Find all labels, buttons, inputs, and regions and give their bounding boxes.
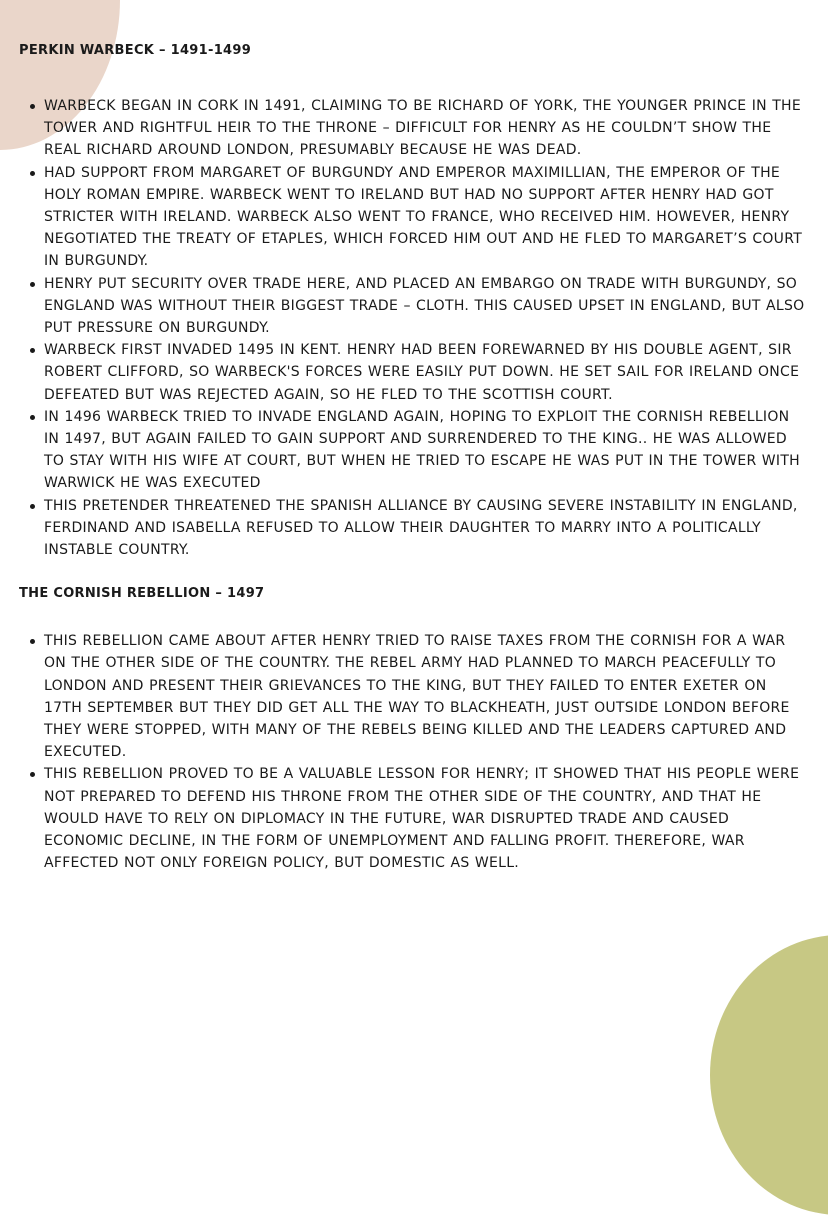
bullet-list-cornish-rebellion — [19, 630, 806, 874]
bullet-text: THIS REBELLION CAME ABOUT AFTER HENRY TRIED TO RAISE TAXES FROM THE CORNISH FOR A WAR ON THE OTHER SIDE OF THE COUNTRY. THE REBEL ARMY HAD PLANNED TO MARCH PEACEFULLY TO LONDON AND PRESENT THEIR GRIEVANCES TO THE KING, BUT THEY FAILED TO ENTER EXETER ON 17TH SEPTEMBER BUT THEY DID GET ALL THE WAY TO BLACKHEATH, JUST OUTSIDE LONDON BEFORE THEY WERE STOPPED, WITH MANY OF THE REBELS BEING KILLED AND THE LEADERS CAPTURED AND EXECUTED. — [44, 633, 790, 761]
bullet-icon — [30, 639, 35, 644]
bullet-item — [19, 763, 806, 874]
bullet-item — [19, 339, 806, 406]
bullet-text: IN 1496 WARBECK TRIED TO INVADE ENGLAND AGAIN, HOPING TO EXPLOIT THE CORNISH REBELLION IN 1497, BUT AGAIN FAILED TO GAIN SUPPORT AND SURRENDERED TO THE KING.. HE WAS ALLOWED TO STAY WITH HIS WIFE AT COURT, BUT WHEN HE TRIED TO ESCAPE HE WAS PUT IN THE TOWER WITH WARWICK HE WAS EXECUTED — [44, 408, 800, 492]
section-title-perkin-warbeck: PERKIN WARBECK – 1491-1499 — [19, 43, 252, 58]
bullet-text: THIS PRETENDER THREATENED THE SPANISH ALLIANCE BY CAUSING SEVERE INSTABILITY IN ENGLAND, FERDINAND AND ISABELLA REFUSED TO ALLOW THEIR DAUGHTER TO MARRY INTO A POLITICALLY INSTABLE COUNTRY. — [44, 497, 798, 559]
bullet-text: HENRY PUT SECURITY OVER TRADE HERE, AND PLACED AN EMBARGO ON TRADE WITH BURGUNDY, SO ENGLAND WAS WITHOUT THEIR BIGGEST TRADE – CLOTH. THIS CAUSED UPSET IN ENGLAND, BUT ALSO PUT PRESSURE ON BURGUNDY. — [44, 275, 805, 337]
bullet-item — [19, 273, 806, 340]
decorative-blob-bottom-right — [710, 935, 828, 1215]
bullet-item — [19, 630, 806, 763]
bullet-text: WARBECK BEGAN IN CORK IN 1491, CLAIMING TO BE RICHARD OF YORK, THE YOUNGER PRINCE IN THE TOWER AND RIGHTFUL HEIR TO THE THRONE – DIFFICULT FOR HENRY AS HE COULDN’T SHOW THE REAL RICHARD AROUND LONDON, PRESUMABLY BECAUSE HE WAS DEAD. — [44, 98, 801, 159]
bullet-text: HAD SUPPORT FROM MARGARET OF BURGUNDY AND EMPEROR MAXIMILLIAN, THE EMPEROR OF THE HOLY ROMAN EMPIRE. WARBECK WENT TO IRELAND BUT HAD NO SUPPORT AFTER HENRY HAD GOT STRICTER WITH IRELAND. WARBECK ALSO WENT TO FRANCE, WHO RECEIVED HIM. HOWEVER, HENRY NEGOTIATED THE TREATY OF ETAPLES, WHICH FORCED HIM OUT AND HE FLED TO MARGARET’S COURT IN BURGUNDY. — [44, 164, 803, 270]
section-title-cornish-rebellion: THE CORNISH REBELLION – 1497 — [19, 586, 265, 602]
bullet-item — [19, 406, 806, 495]
bullet-list-perkin-warbeck — [19, 95, 806, 561]
bullet-item — [19, 495, 806, 562]
bullet-text: WARBECK FIRST INVADED 1495 IN KENT. HENRY HAD BEEN FOREWARNED BY HIS DOUBLE AGENT, SIR ROBERT CLIFFORD, SO WARBECK'S FORCES WERE EASILY PUT DOWN. HE SET SAIL FOR IRELAND ONCE DEFEATED BUT WAS REJECTED AGAIN, SO HE FLED TO THE SCOTTISH COURT. — [44, 342, 800, 403]
bullet-icon — [30, 104, 35, 109]
bullet-text: THIS REBELLION PROVED TO BE A VALUABLE LESSON FOR HENRY; IT SHOWED THAT HIS PEOPLE WERE NOT PREPARED TO DEFEND HIS THRONE FROM THE OTHER SIDE OF THE COUNTRY, AND THAT HE WOULD HAVE TO RELY ON DIPLOMACY IN THE FUTURE, WAR DISRUPTED TRADE AND CAUSED ECONOMIC DECLINE, IN THE FORM OF UNEMPLOYMENT AND FALLING PROFIT. THEREFORE, WAR AFFECTED NOT ONLY FOREIGN POLICY, BUT DOMESTIC AS WELL. — [44, 766, 800, 872]
bullet-icon — [30, 348, 35, 353]
bullet-icon — [30, 282, 35, 287]
bullet-item — [19, 162, 806, 273]
bullet-icon — [30, 772, 35, 777]
bullet-item — [19, 95, 806, 162]
bullet-icon — [30, 504, 35, 509]
bullet-icon — [30, 415, 35, 420]
bullet-icon — [30, 171, 35, 176]
